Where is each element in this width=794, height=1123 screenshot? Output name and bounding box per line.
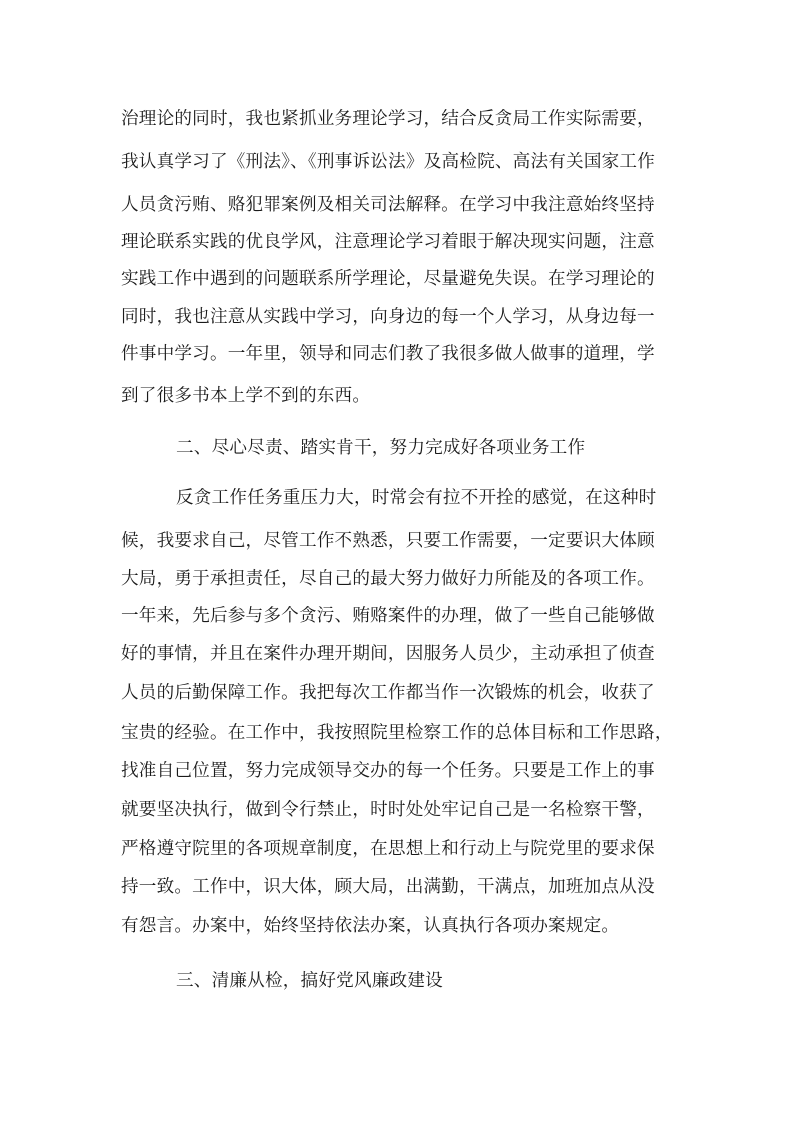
section-heading: 二、尽心尽责、踏实肯干，努力完成好各项业务工作 — [176, 438, 586, 458]
body-text-line: 同时，我也注意从实践中学习，向身边的每一个人学习，从身边每一 — [121, 307, 655, 327]
body-text-line: 实践工作中遇到的问题联系所学理论，尽量避免失误。在学习理论的 — [121, 269, 655, 289]
body-text-line: 人员贪污贿、赂犯罪案例及相关司法解释。在学习中我注意始终坚持 — [121, 195, 655, 215]
body-text-line: 找准自己位置，努力完成领导交办的每一个任务。只要是工作上的事 — [121, 761, 655, 781]
body-text-line: 我认真学习了《刑法》、《刑事诉讼法》及高检院、高法有关国家工作 — [121, 152, 656, 172]
body-text-line: 一年来，先后参与多个贪污、贿赂案件的办理，做了一些自己能够做 — [121, 606, 655, 626]
body-text-line: 严格遵守院里的各项规章制度，在思想上和行动上与院党里的要求保 — [121, 839, 655, 859]
body-text-line: 持一致。工作中，识大体，顾大局，出满勤，干满点，加班加点从没 — [121, 877, 655, 897]
body-text-line: 件事中学习。一年里，领导和同志们教了我很多做人做事的道理，学 — [121, 344, 655, 364]
body-text-line: 反贪工作任务重压力大，时常会有拉不开拴的感觉，在这种时 — [176, 488, 657, 508]
body-text-line: 治理论的同时，我也紧抓业务理论学习，结合反贪局工作实际需要， — [121, 109, 655, 129]
body-text-line: 大局，勇于承担责任，尽自己的最大努力做好力所能及的各项工作。 — [121, 569, 655, 589]
body-text-line: 宝贵的经验。在工作中，我按照院里检察工作的总体目标和工作思路， — [121, 723, 673, 743]
body-text-line: 人员的后勤保障工作。我把每次工作都当作一次锻炼的机会，收获了 — [121, 683, 655, 703]
body-text-line: 有怨言。办案中，始终坚持依法办案，认真执行各项办案规定。 — [121, 916, 620, 936]
body-text-line: 理论联系实践的优良学风，注意理论学习着眼于解决现实问题，注意 — [121, 232, 655, 252]
body-text-line: 候，我要求自己，尽管工作不熟悉，只要工作需要，一定要识大体顾 — [121, 531, 655, 551]
body-text-line: 好的事情，并且在案件办理开期间，因服务人员少，主动承担了侦查 — [121, 644, 655, 664]
body-text-line: 就要坚决执行，做到令行禁止，时时处处牢记自己是一名检察干警， — [121, 800, 655, 820]
body-text-line: 到了很多书本上学不到的东西。 — [121, 386, 371, 406]
section-heading: 三、清廉从检，搞好党风廉政建设 — [176, 971, 443, 991]
